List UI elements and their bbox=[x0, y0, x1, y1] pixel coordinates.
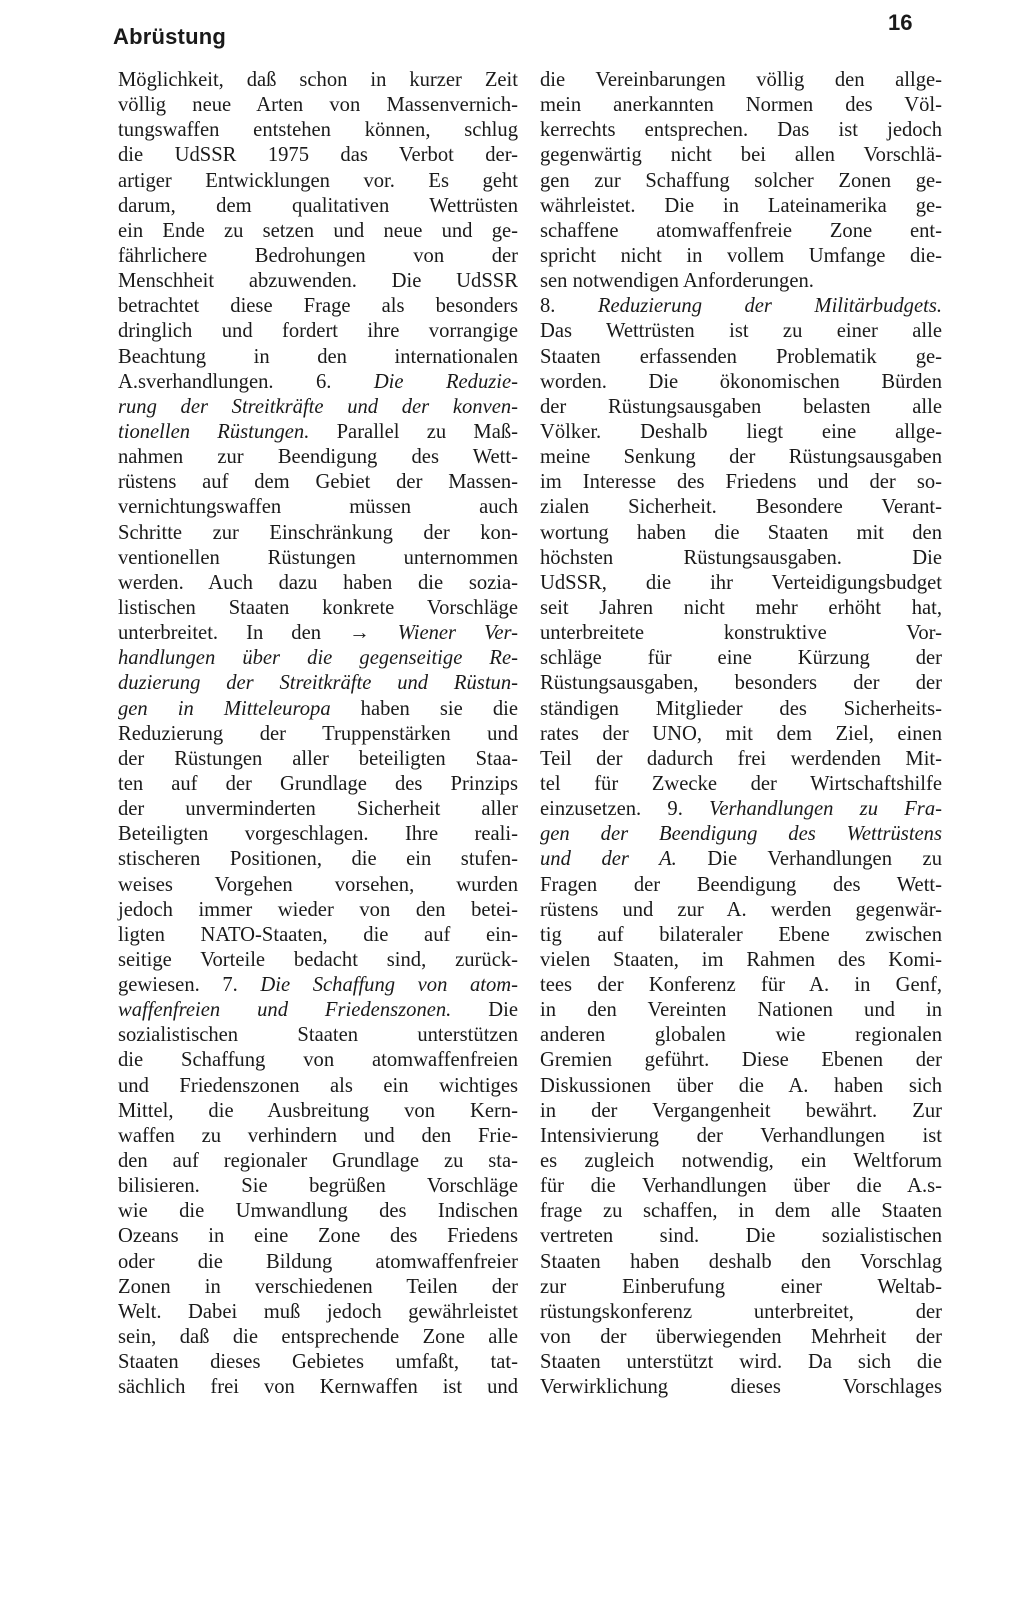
text-line-right: Verwirklichung dieses Vorschlages bbox=[540, 1376, 942, 1399]
text-line-right: Gremien geführt. Diese Ebenen der bbox=[540, 1049, 942, 1072]
text-line-left: nahmen zur Beendigung des Wett- bbox=[118, 446, 518, 469]
text-line-right: zur Einberufung einer Weltab- bbox=[540, 1275, 942, 1298]
text-line-left: sächlich frei von Kernwaffen ist und bbox=[118, 1376, 518, 1399]
text-line-left: oder die Bildung atomwaffenfreier bbox=[118, 1250, 518, 1273]
text-line-right: Rüstungsausgaben, besonders der der bbox=[540, 672, 942, 695]
text-line-left: Menschheit abzuwenden. Die UdSSR bbox=[118, 270, 518, 293]
text-line-right: kerrechts entsprechen. Das ist jedoch bbox=[540, 119, 942, 142]
text-line-right: in den Vereinten Nationen und in bbox=[540, 999, 942, 1022]
text-line-left: Reduzierung der Truppenstärken und bbox=[118, 722, 518, 745]
text-line-left: ligten NATO-Staaten, die auf ein- bbox=[118, 923, 518, 946]
text-line-left: den auf regionaler Grundlage zu sta- bbox=[118, 1150, 518, 1173]
text-line-right: gegenwärtig nicht bei allen Vorschlä- bbox=[540, 144, 942, 167]
text-line-left: betrachtet diese Frage als besonders bbox=[118, 295, 518, 318]
text-line-right: 8. Reduzierung der Militärbudgets. bbox=[540, 295, 942, 318]
text-line-right: seit Jahren nicht mehr erhöht hat, bbox=[540, 596, 942, 619]
text-line-right: höchsten Rüstungsausgaben. Die bbox=[540, 546, 942, 569]
text-line-right: der Rüstungsausgaben belasten alle bbox=[540, 395, 942, 418]
page-title: Abrüstung bbox=[113, 24, 227, 49]
text-line-right: tel für Zwecke der Wirtschaftshilfe bbox=[540, 772, 942, 795]
text-line-left: rüstens auf dem Gebiet der Massen- bbox=[118, 471, 518, 494]
text-line-left: seitige Vorteile bedacht sind, zurück- bbox=[118, 948, 518, 971]
text-line-right: frage zu schaffen, in dem alle Staaten bbox=[540, 1200, 942, 1223]
text-line-right: Intensivierung der Verhandlungen ist bbox=[540, 1124, 942, 1147]
text-line-right: tig auf bilateraler Ebene zwischen bbox=[540, 923, 942, 946]
text-line-left: Ozeans in eine Zone des Friedens bbox=[118, 1225, 518, 1248]
text-line-right: Teil der dadurch frei werdenden Mit- bbox=[540, 747, 942, 770]
text-line-right: vertreten sind. Die sozialistischen bbox=[540, 1225, 942, 1248]
text-line-right: tees der Konferenz für A. in Genf, bbox=[540, 974, 942, 997]
text-column-right bbox=[540, 68, 942, 1400]
text-line-right: sen notwendigen Anforderungen. bbox=[540, 270, 814, 293]
text-line-right: Staaten unterstützt wird. Da sich die bbox=[540, 1351, 942, 1374]
text-line-left: bilisieren. Sie begrüßen Vorschläge bbox=[118, 1175, 518, 1198]
text-line-left: listischen Staaten konkrete Vorschläge bbox=[118, 596, 518, 619]
text-line-right: meine Senkung der Rüstungsausgaben bbox=[540, 446, 942, 469]
text-line-left: rung der Streitkräfte und der konven- bbox=[118, 395, 518, 418]
text-line-left: handlungen über die gegenseitige Re- bbox=[118, 647, 518, 670]
text-line-right: Staaten haben deshalb den Vorschlag bbox=[540, 1250, 942, 1273]
text-line-right: rüstens und zur A. werden gegenwär- bbox=[540, 898, 942, 921]
text-line-left: gewiesen. 7. Die Schaffung von atom- bbox=[118, 974, 519, 997]
text-line-left: gen in Mitteleuropa haben sie die bbox=[118, 697, 518, 720]
text-line-left: waffen zu verhindern und den Frie- bbox=[118, 1124, 518, 1147]
text-line-right: vielen Staaten, im Rahmen des Komi- bbox=[540, 948, 942, 971]
text-line-left: Mittel, die Ausbreitung von Kern- bbox=[118, 1099, 518, 1122]
text-line-left: weises Vorgehen vorsehen, wurden bbox=[118, 873, 518, 896]
text-line-right: währleistet. Die in Lateinamerika ge- bbox=[540, 194, 942, 217]
text-line-right: zialen Sicherheit. Besondere Verant- bbox=[540, 496, 942, 519]
text-line-right: schläge für eine Kürzung der bbox=[540, 647, 942, 670]
text-line-left: und Friedenszonen als ein wichtiges bbox=[118, 1074, 518, 1097]
text-line-left: wie die Umwandlung des Indischen bbox=[118, 1200, 518, 1223]
text-line-left: der unverminderten Sicherheit aller bbox=[118, 798, 518, 821]
page-header bbox=[0, 0, 1024, 70]
text-line-right: Völker. Deshalb liegt eine allge- bbox=[540, 420, 942, 443]
text-line-left: völlig neue Arten von Massenvernich- bbox=[118, 94, 518, 117]
text-line-right: gen zur Schaffung solcher Zonen ge- bbox=[540, 169, 942, 192]
text-line-left: der Rüstungen aller beteiligten Staa- bbox=[118, 747, 518, 770]
text-line-left: stischeren Positionen, die ein stufen- bbox=[118, 848, 518, 871]
page-number: 16 bbox=[888, 10, 913, 35]
text-line-left: ventionellen Rüstungen unternommen bbox=[118, 546, 518, 569]
text-line-right: für die Verhandlungen über die A.s- bbox=[540, 1175, 942, 1198]
text-line-right: Diskussionen über die A. haben sich bbox=[540, 1074, 942, 1097]
text-line-left: tungswaffen entstehen können, schlug bbox=[118, 119, 518, 142]
text-line-left: duzierung der Streitkräfte und Rüstun- bbox=[118, 672, 518, 695]
text-line-right: Das Wettrüsten ist zu einer alle bbox=[540, 320, 942, 343]
text-line-left: sein, daß die entsprechende Zone alle bbox=[118, 1326, 518, 1349]
text-line-right: von der überwiegenden Mehrheit der bbox=[540, 1326, 942, 1349]
text-line-left: ein Ende zu setzen und neue und ge- bbox=[118, 219, 518, 242]
text-line-right: gen der Beendigung des Wettrüstens bbox=[540, 823, 942, 846]
text-line-left: Staaten dieses Gebietes umfaßt, tat- bbox=[118, 1351, 518, 1374]
text-line-right: wortung haben die Staaten mit den bbox=[540, 521, 942, 544]
text-line-left: sozialistischen Staaten unterstützen bbox=[118, 1024, 518, 1047]
text-line-left: Beachtung in den internationalen bbox=[118, 345, 518, 368]
text-line-left: Möglichkeit, daß schon in kurzer Zeit bbox=[118, 69, 518, 91]
text-line-left: ten auf der Grundlage des Prinzips bbox=[118, 772, 518, 795]
text-line-left: artiger Entwicklungen vor. Es geht bbox=[118, 169, 518, 192]
text-line-left: Beteiligten vorgeschlagen. Ihre reali- bbox=[118, 823, 518, 846]
text-column-left bbox=[118, 68, 518, 1400]
text-line-left: Zonen in verschiedenen Teilen der bbox=[118, 1275, 518, 1298]
text-line-left: dringlich und fordert ihre vorrangige bbox=[118, 320, 518, 343]
text-line-right: im Interesse des Friedens und der so- bbox=[540, 471, 942, 494]
text-line-right: in der Vergangenheit bewährt. Zur bbox=[540, 1099, 942, 1122]
text-line-left: tionellen Rüstungen. Parallel zu Maß- bbox=[118, 420, 518, 443]
text-line-right: spricht nicht in vollem Umfange die- bbox=[540, 244, 942, 267]
text-line-right: anderen globalen wie regionalen bbox=[540, 1024, 942, 1047]
text-line-left: Schritte zur Einschränkung der kon- bbox=[118, 521, 518, 544]
text-line-left: vernichtungswaffen müssen auch bbox=[118, 496, 518, 519]
text-line-right: mein anerkannten Normen des Völ- bbox=[540, 94, 942, 117]
text-line-left: jedoch immer wieder von den betei- bbox=[118, 898, 518, 921]
text-line-left: werden. Auch dazu haben die sozia- bbox=[118, 571, 518, 594]
text-line-right: schaffene atomwaffenfreie Zone ent- bbox=[540, 219, 942, 242]
text-line-left: die Schaffung von atomwaffenfreien bbox=[118, 1049, 518, 1072]
text-line-right: UdSSR, die ihr Verteidigungsbudget bbox=[540, 571, 942, 594]
text-line-left: unterbreitet. In den → Wiener Ver- bbox=[118, 622, 518, 645]
text-line-right: die Vereinbarungen völlig den allge- bbox=[540, 69, 942, 91]
text-line-left: die UdSSR 1975 das Verbot der- bbox=[118, 144, 518, 167]
text-line-left: fährlichere Bedrohungen von der bbox=[118, 244, 518, 267]
text-line-left: Welt. Dabei muß jedoch gewährleistet bbox=[118, 1300, 518, 1323]
text-line-right: rates der UNO, mit dem Ziel, einen bbox=[540, 722, 942, 745]
text-line-left: waffenfreien und Friedenszonen. Die bbox=[118, 999, 518, 1022]
text-line-left: darum, dem qualitativen Wettrüsten bbox=[118, 194, 518, 217]
text-line-right: und der A. Die Verhandlungen zu bbox=[540, 848, 942, 871]
text-line-right: ständigen Mitglieder des Sicherheits- bbox=[540, 697, 942, 720]
text-line-right: es zugleich notwendig, ein Weltforum bbox=[540, 1150, 942, 1173]
text-line-right: unterbreitete konstruktive Vor- bbox=[540, 622, 942, 645]
text-line-right: einzusetzen. 9. Verhandlungen zu Fra- bbox=[540, 798, 942, 821]
text-line-right: Fragen der Beendigung des Wett- bbox=[540, 873, 942, 896]
text-line-right: worden. Die ökonomischen Bürden bbox=[540, 370, 942, 393]
text-line-right: Staaten erfassenden Problematik ge- bbox=[540, 345, 942, 368]
text-line-right: rüstungskonferenz unterbreitet, der bbox=[540, 1300, 942, 1323]
text-line-left: A.sverhandlungen. 6. Die Reduzie- bbox=[118, 370, 518, 393]
